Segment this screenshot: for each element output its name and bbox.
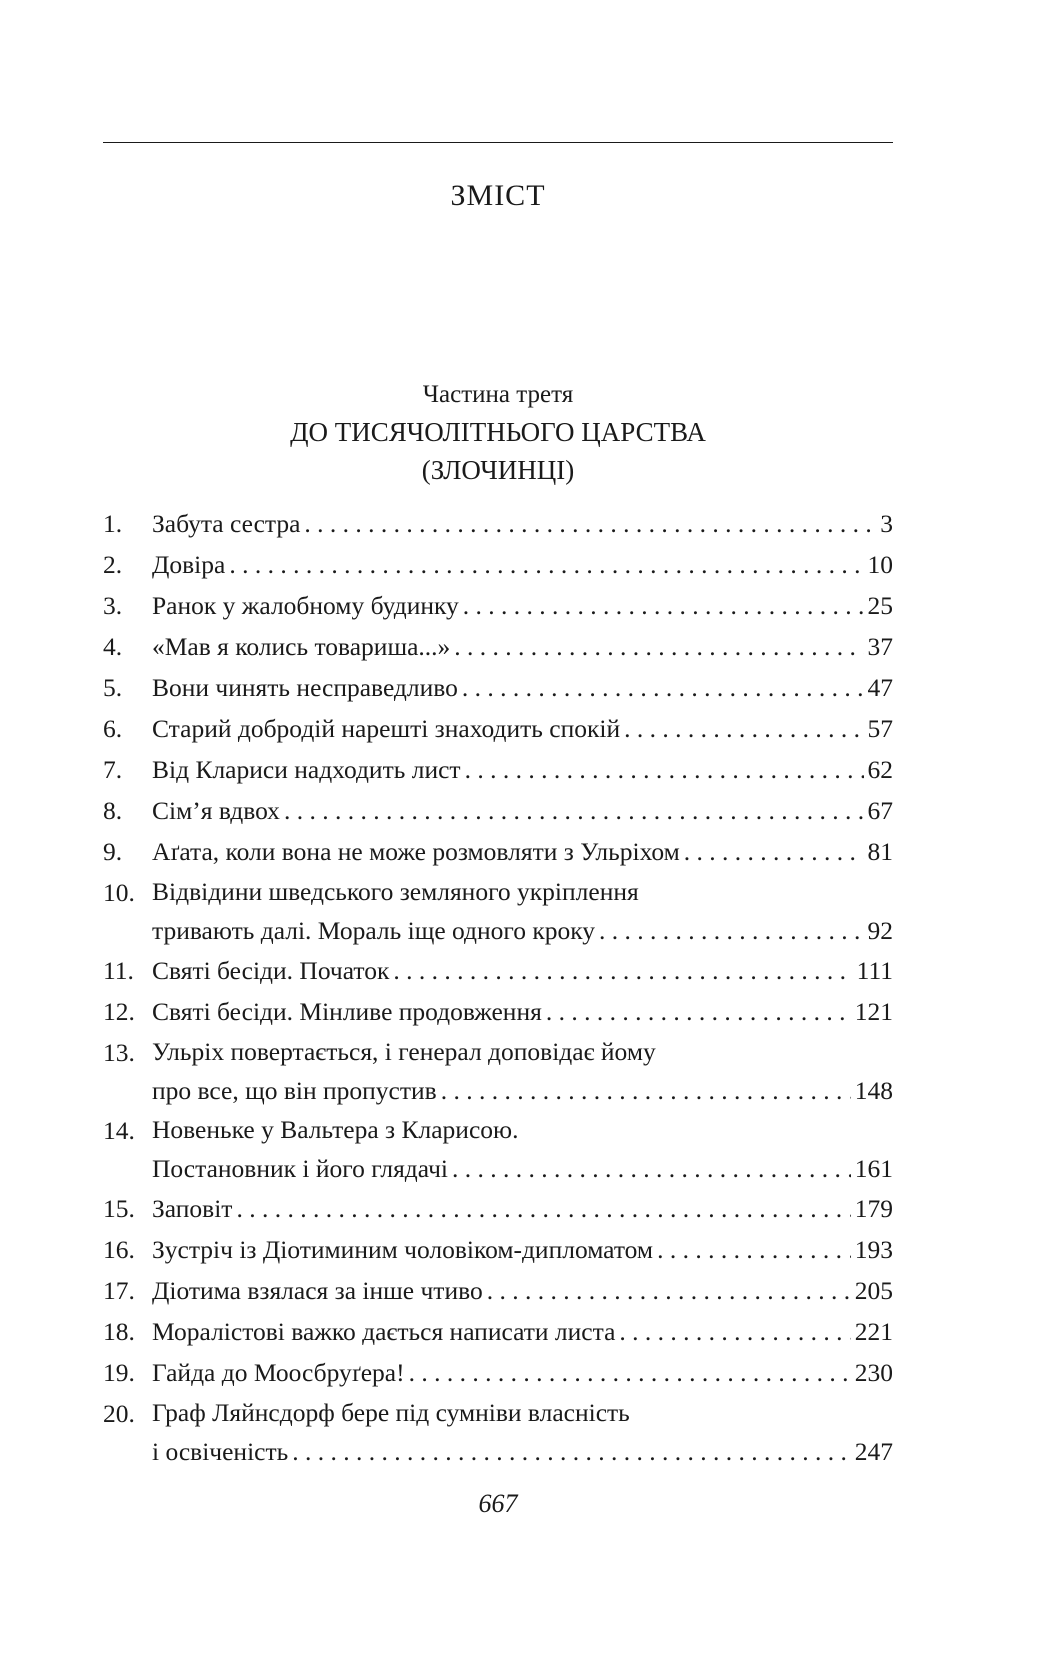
toc-entry-title-row — [152, 503, 893, 544]
toc-entry-body — [152, 1311, 893, 1352]
dot-leader — [465, 749, 864, 790]
toc-entry-number: 14. — [103, 1116, 135, 1145]
toc-entry-title: про все, що він пропустив — [152, 1076, 437, 1105]
toc-entry-title: Зустріч із Діотиминим чоловіком-дипломатом — [152, 1235, 654, 1264]
toc-entry-title-row — [152, 790, 893, 831]
toc-entry-page-number: 179 — [854, 1194, 893, 1223]
toc-entry-page-number: 221 — [854, 1317, 893, 1346]
toc-entry-page-number: 67 — [867, 796, 893, 825]
dot-leader — [284, 790, 864, 831]
toc-entry-body — [152, 1393, 893, 1471]
toc-entry — [103, 749, 893, 790]
toc-entry-title-row — [152, 950, 893, 991]
toc-entry-number: 18. — [103, 1317, 135, 1346]
toc-entry-title: Ранок у жалобному будинку — [152, 591, 459, 620]
toc-entry — [103, 1270, 893, 1311]
toc-entry — [103, 585, 893, 626]
toc-entry-body — [152, 626, 893, 667]
toc-entry-body — [152, 991, 893, 1032]
toc-entry — [103, 1393, 893, 1471]
toc-entry-title-row — [152, 626, 893, 667]
dot-leader — [236, 1188, 850, 1229]
toc-entry-body — [152, 831, 893, 872]
dot-leader — [487, 1270, 851, 1311]
toc-entry — [103, 544, 893, 585]
part-title: ДО ТИСЯЧОЛІТНЬОГО ЦАРСТВА — [290, 417, 706, 447]
toc-entry-page-number: 121 — [854, 997, 893, 1026]
toc-entry — [103, 1229, 893, 1270]
toc-entry — [103, 626, 893, 667]
toc-entry-title: Заповіт — [152, 1194, 233, 1223]
toc-entry-page-number: 3 — [880, 509, 893, 538]
toc-entry-body — [152, 544, 893, 585]
toc-entry-title: тривають далі. Мораль іще одного кроку — [152, 916, 596, 945]
toc-entry-title-line: Відвідини шведського земляного укріплення — [152, 877, 639, 906]
toc-entry-body — [152, 872, 893, 950]
toc-entry-number: 17. — [103, 1276, 135, 1305]
part-subtitle: (ЗЛОЧИНЦІ) — [421, 455, 575, 485]
toc-entry-title-row — [152, 749, 893, 790]
toc-entry-title-row — [152, 1229, 893, 1270]
part-label: Частина третя — [422, 381, 574, 408]
page-number: 667 — [478, 1489, 518, 1518]
dot-leader — [619, 1311, 850, 1352]
toc-entry-page-number: 111 — [856, 956, 893, 985]
toc-entry-body — [152, 1352, 893, 1393]
toc-entry-number: 2. — [103, 550, 123, 579]
toc-entry-body — [152, 950, 893, 991]
toc-entry-title-row — [152, 991, 893, 1032]
toc-entry-number: 8. — [103, 796, 123, 825]
table-of-contents — [103, 503, 893, 1471]
toc-entry-number: 11. — [103, 956, 134, 985]
toc-entry-page-number: 148 — [854, 1076, 893, 1105]
toc-entry-title-line: Ульріх повертається, і генерал доповідає йому — [152, 1037, 656, 1066]
toc-entry-title-row — [152, 1071, 893, 1110]
toc-entry — [103, 1311, 893, 1352]
toc-entry-body — [152, 749, 893, 790]
toc-entry-title: Аґата, коли вона не може розмовляти з Ульріхом — [152, 837, 680, 866]
dot-leader — [229, 544, 863, 585]
toc-entry-title-row — [152, 1270, 893, 1311]
toc-entry-number: 16. — [103, 1235, 135, 1264]
toc-entry-number: 5. — [103, 673, 123, 702]
dot-leader — [454, 626, 863, 667]
toc-entry-page-number: 247 — [854, 1437, 893, 1466]
toc-entry-title-row — [152, 1188, 893, 1229]
toc-entry-title-line: Новеньке у Вальтера з Кларисою. — [152, 1115, 519, 1144]
dot-leader — [657, 1229, 851, 1270]
toc-entry-number: 13. — [103, 1038, 135, 1067]
toc-entry-body — [152, 1188, 893, 1229]
page-title: ЗМІСТ — [450, 179, 546, 212]
toc-entry-number: 10. — [103, 878, 135, 907]
toc-entry-body — [152, 667, 893, 708]
toc-entry-title: Діотима взялася за інше чтиво — [152, 1276, 483, 1305]
toc-entry-title: Старий добродій нарешті знаходить спокій — [152, 714, 621, 743]
toc-entry-page-number: 81 — [867, 837, 893, 866]
dot-leader — [452, 1149, 851, 1188]
toc-entry — [103, 503, 893, 544]
toc-entry-title-row — [152, 544, 893, 585]
toc-entry-title: Моралістові важко дається написати листа — [152, 1317, 616, 1346]
toc-entry-page-number: 92 — [867, 916, 893, 945]
toc-entry-body — [152, 1270, 893, 1311]
toc-entry-page-number: 161 — [854, 1154, 893, 1183]
toc-entry-body — [152, 1229, 893, 1270]
toc-entry-number: 9. — [103, 837, 123, 866]
toc-entry-title: Святі бесіди. Початок — [152, 956, 390, 985]
toc-entry-title-row — [152, 1352, 893, 1393]
dot-leader — [463, 585, 864, 626]
toc-entry-title: «Мав я колись товариша...» — [152, 632, 451, 661]
toc-entry-title-row — [152, 1311, 893, 1352]
toc-entry-title: Святі бесіди. Мінливе продовження — [152, 997, 542, 1026]
toc-entry — [103, 991, 893, 1032]
dot-leader — [624, 708, 863, 749]
toc-entry-body — [152, 1032, 893, 1110]
dot-leader — [441, 1071, 851, 1110]
part-heading — [0, 378, 996, 488]
toc-entry — [103, 1110, 893, 1188]
toc-entry-title-row — [152, 585, 893, 626]
toc-entry-number: 1. — [103, 509, 123, 538]
toc-entry-number: 3. — [103, 591, 123, 620]
toc-entry-body — [152, 503, 893, 544]
toc-entry-title-row — [152, 911, 893, 950]
toc-entry-number: 19. — [103, 1358, 135, 1387]
toc-entry-title-row — [152, 708, 893, 749]
top-rule — [103, 142, 893, 143]
toc-entry-title: Сім’я вдвох — [152, 796, 280, 825]
toc-entry-page-number: 193 — [854, 1235, 893, 1264]
toc-entry — [103, 872, 893, 950]
toc-entry-number: 15. — [103, 1194, 135, 1223]
toc-entry-title: і освіченість — [152, 1437, 289, 1466]
toc-entry-page-number: 37 — [867, 632, 893, 661]
dot-leader — [462, 667, 864, 708]
toc-entry-title: Гайда до Моосбруґера! — [152, 1358, 405, 1387]
dot-leader — [393, 950, 852, 991]
toc-entry-number: 7. — [103, 755, 123, 784]
toc-entry-body — [152, 1110, 893, 1188]
dot-leader — [546, 991, 851, 1032]
toc-entry-number: 20. — [103, 1399, 135, 1428]
toc-entry — [103, 790, 893, 831]
toc-entry-page-number: 205 — [854, 1276, 893, 1305]
toc-entry — [103, 1032, 893, 1110]
toc-entry-page-number: 62 — [867, 755, 893, 784]
toc-entry — [103, 1188, 893, 1229]
toc-entry-body — [152, 585, 893, 626]
dot-leader — [292, 1432, 850, 1471]
toc-entry-title-row — [152, 1432, 893, 1471]
toc-entry-title: Від Клариси надходить лист — [152, 755, 461, 784]
toc-entry-page-number: 57 — [867, 714, 893, 743]
toc-entry-page-number: 47 — [867, 673, 893, 702]
toc-entry-number: 6. — [103, 714, 123, 743]
toc-entry-title: Постановник і його глядачі — [152, 1154, 448, 1183]
toc-entry-page-number: 230 — [854, 1358, 893, 1387]
toc-entry-number: 4. — [103, 632, 123, 661]
toc-entry-title-line: Граф Ляйнсдорф бере під сумніви власність — [152, 1398, 630, 1427]
toc-entry-number: 12. — [103, 997, 135, 1026]
toc-entry-title-row — [152, 667, 893, 708]
toc-entry — [103, 708, 893, 749]
toc-entry-title: Забута сестра — [152, 509, 301, 538]
toc-entry-title: Вони чинять несправедливо — [152, 673, 458, 702]
toc-entry-page-number: 10 — [867, 550, 893, 579]
dot-leader — [304, 503, 876, 544]
toc-entry-title-row — [152, 1149, 893, 1188]
toc-entry-body — [152, 708, 893, 749]
toc-entry — [103, 950, 893, 991]
toc-entry-title: Довіра — [152, 550, 226, 579]
dot-leader — [409, 1352, 851, 1393]
toc-entry — [103, 667, 893, 708]
toc-entry-page-number: 25 — [867, 591, 893, 620]
toc-entry — [103, 1352, 893, 1393]
toc-entry-title-row — [152, 831, 893, 872]
dot-leader — [599, 911, 863, 950]
toc-entry — [103, 831, 893, 872]
toc-entry-body — [152, 790, 893, 831]
dot-leader — [684, 831, 864, 872]
